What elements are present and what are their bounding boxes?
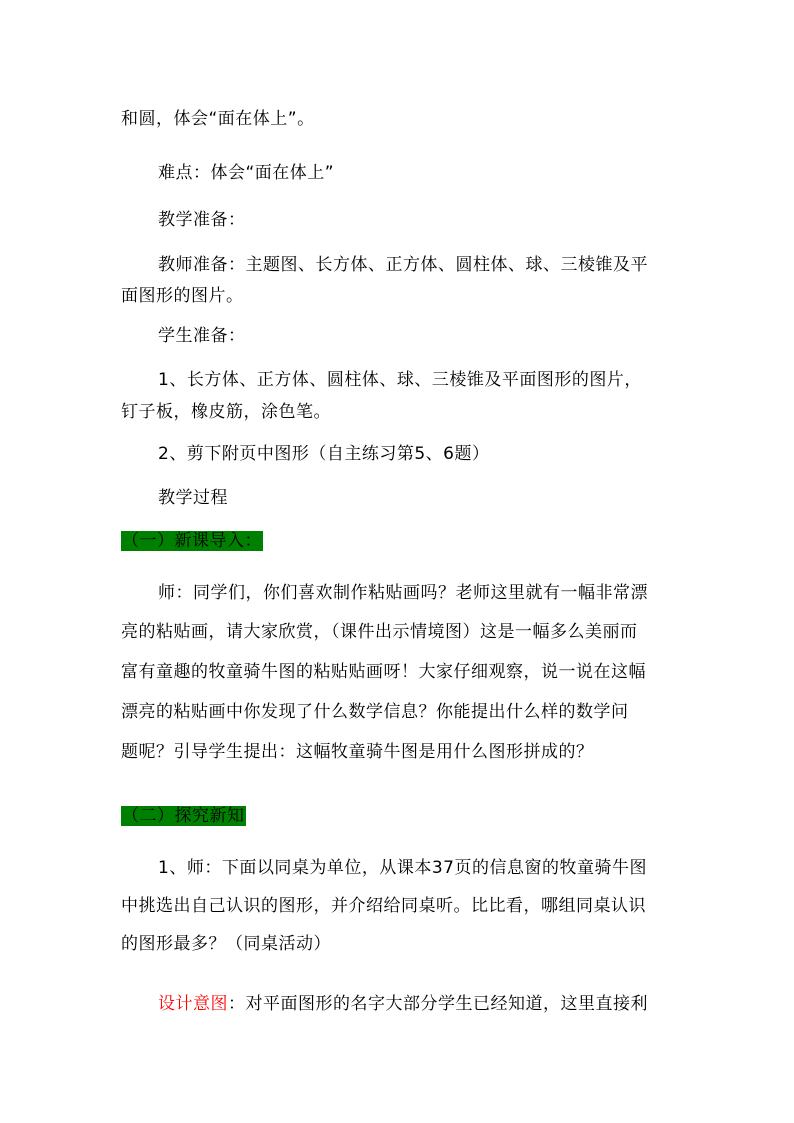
text-line: 富有童趣的牧童骑牛图的粘贴贴画呀！大家仔细观察，说一说在这幅: [121, 662, 646, 682]
design-intent-line: [158, 994, 648, 1014]
text-line: 师：同学们，你们喜欢制作粘贴画吗？老师这里就有一幅非常漂: [158, 583, 648, 603]
text-line: 1、师：下面以同桌为单位，从课本37页的信息窗的牧童骑牛图: [158, 858, 647, 878]
highlighted-heading: （二）探究新知: [122, 806, 245, 826]
text-line: 难点：体会“面在体上”: [158, 163, 335, 183]
text-line: 1、长方体、正方体、圆柱体、球、三棱锥及平面图形的图片，: [158, 370, 642, 390]
text-line: 漂亮的粘贴画中你发现了什么数学信息？你能提出什么样的数学问: [121, 702, 629, 722]
text-line: 教师准备：主题图、长方体、正方体、圆柱体、球、三棱锥及平: [158, 255, 648, 275]
design-intent-label: 设计意图: [158, 994, 228, 1014]
text-line: 中挑选出自己认识的图形，并介绍给同桌听。比比看，哪组同桌认识: [121, 896, 646, 916]
text-line: 学生准备：: [158, 326, 246, 346]
text-line: 教学过程: [158, 488, 228, 508]
text-line: 的图形最多？（同桌活动）: [121, 934, 331, 954]
text-line: 亮的粘贴画，请大家欣赏，（课件出示情境图）这是一幅多么美丽而: [121, 622, 638, 642]
text-line: 教学准备：: [158, 210, 246, 230]
text-line: 2、剪下附页中图形（自主练习第5、6题）: [158, 444, 490, 464]
text-line: 面图形的图片。: [121, 286, 244, 306]
section-heading-intro: [121, 531, 263, 551]
highlighted-heading: （一）新课导入：: [122, 531, 262, 551]
text-line: 和圆，体会“面在体上”。: [121, 109, 315, 129]
text-line: 题呢？引导学生提出：这幅牧童骑牛图是用什么图形拼成的？: [121, 742, 594, 762]
text-line: 钉子板，橡皮筋，涂色笔。: [121, 402, 331, 422]
design-intent-text: ：对平面图形的名字大部分学生已经知道，这里直接利: [228, 994, 648, 1014]
section-heading-explore: [121, 806, 246, 826]
